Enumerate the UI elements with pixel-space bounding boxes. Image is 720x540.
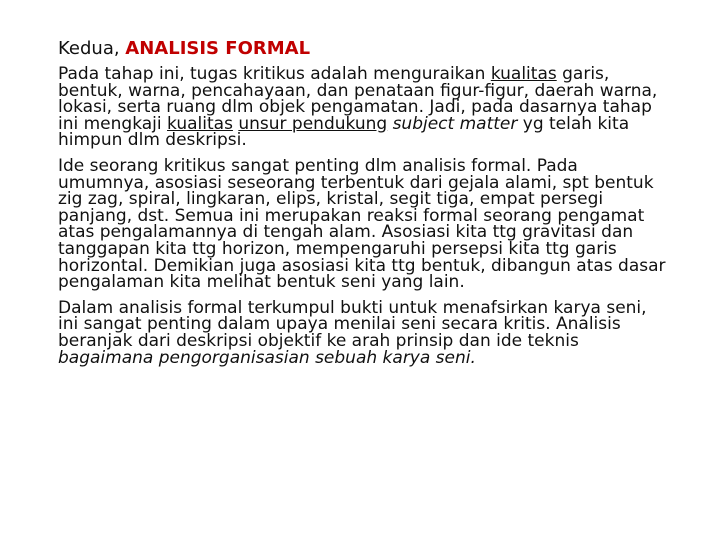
p1-italic-subject-matter: subject matter: [392, 113, 518, 134]
p1-underlined-kualitas-2: kualitas: [167, 113, 233, 134]
p1-underlined-unsur-pendukung: unsur pendukung: [238, 113, 388, 134]
p3-italic-text: bagaimana pengorganisasian sebuah karya seni.: [58, 347, 476, 368]
slide-content: [58, 38, 668, 375]
section-heading: [58, 38, 668, 60]
p1-underlined-kualitas-1: kualitas: [490, 64, 557, 84]
p1-text-1: Pada tahap ini, tugas kritikus adalah menguraikan: [58, 64, 491, 84]
p1-text-5: yg telah kita himpun dlm deskripsi.: [58, 113, 630, 151]
heading-highlight: ANALISIS FORMAL: [125, 38, 311, 59]
p1-text-2: garis, bentuk, warna, pencahayaan, dan penataan figur-figur, daerah warna, lokasi, serta ruang dlm objek pengamatan. Jadi, pada dasarnya tahap ini mengkaji: [58, 64, 658, 134]
paragraph-critic-ideas: Ide seorang kritikus sangat penting dlm analisis formal. Pada umumnya, asosiasi seseorang terbentuk dari gejala alami, spt bentuk zig zag, spiral, lingkaran, elips, kristal, segit tiga, empat persegi panjang, dst. Semua ini merupakan reaksi formal seorang pengamat atas pengalamannya di tengah alam. Asosiasi kita ttg gravitasi dan tanggapan kita ttg horizon, mempengaruhi persepsi kita ttg garis horizontal. Demikian juga asosiasi kita ttg bentuk, dibangun atas dasar pengalaman kita melihat bentuk seni yang lain.: [58, 155, 666, 293]
paragraph-evidence: [58, 297, 668, 368]
paragraph-formal-analysis-task: [58, 66, 668, 149]
p3-text: Dalam analisis formal terkumpul bukti untuk menafsirkan karya seni, ini sangat penting dalam upaya menilai seni secara kritis. Analisis beranjak dari deskripsi objektif ke arah prinsip dan ide teknis: [58, 297, 647, 351]
heading-prefix: Kedua,: [58, 38, 126, 59]
